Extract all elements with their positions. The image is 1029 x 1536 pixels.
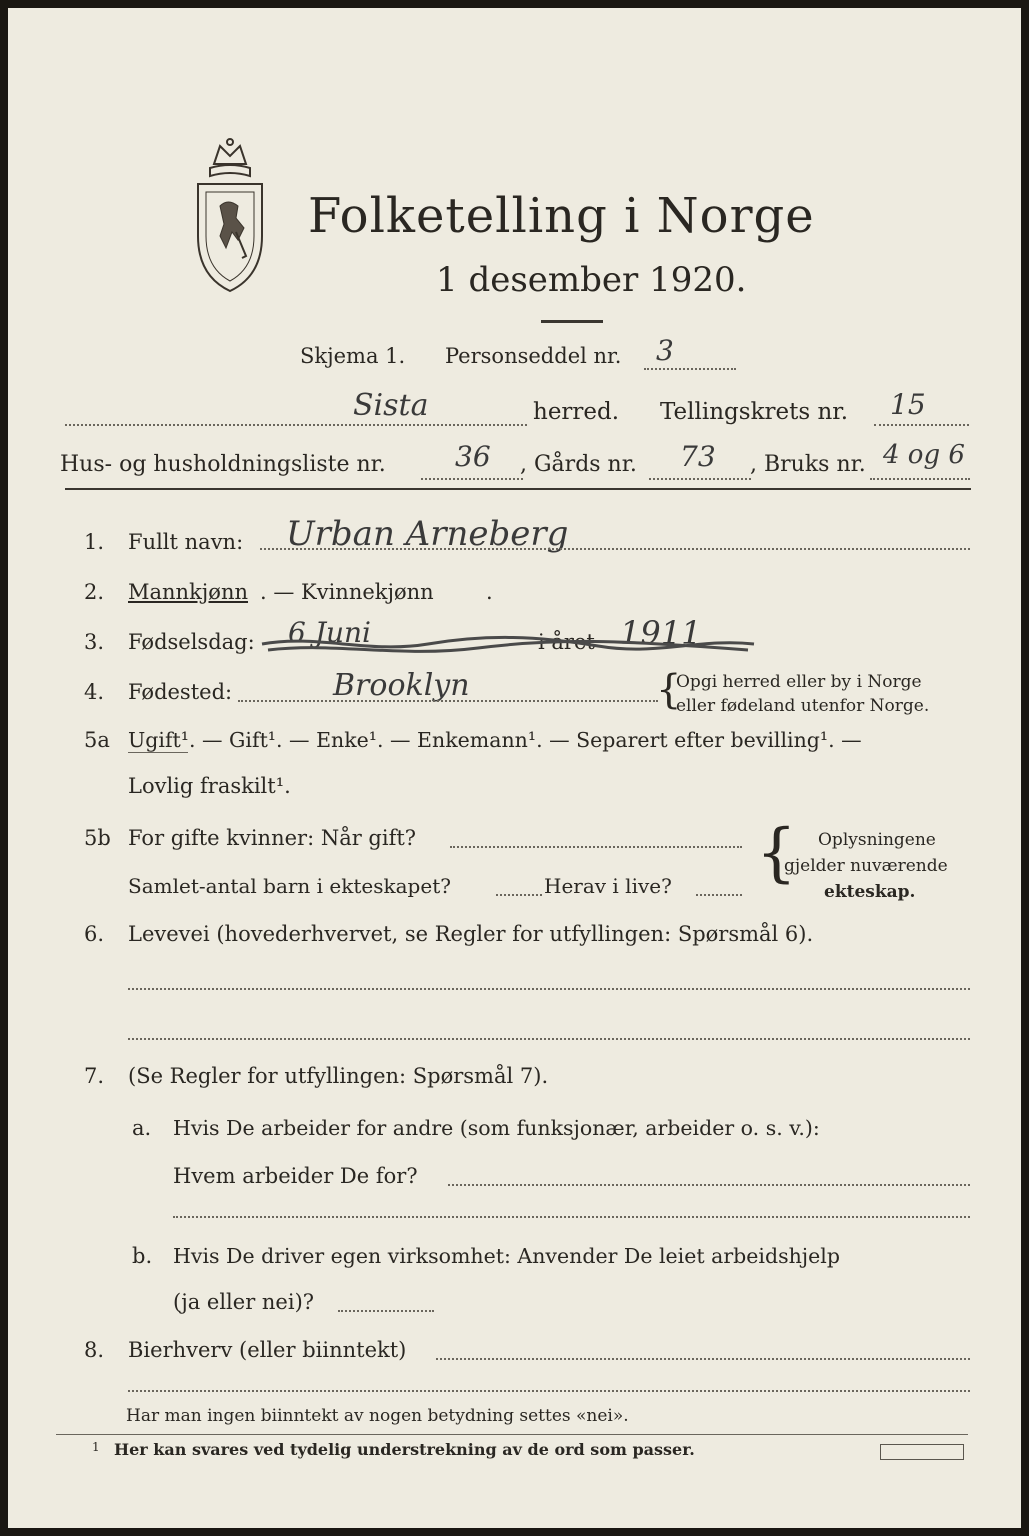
herred-label: herred. <box>533 399 620 425</box>
birthplace-value[interactable]: Brooklyn <box>333 668 470 703</box>
q4-note-line2: eller fødeland utenfor Norge. <box>676 696 930 716</box>
q5b-number: 5b <box>84 826 111 850</box>
q2-number: 2. <box>84 580 105 604</box>
q7b-number: b. <box>132 1244 153 1268</box>
form-date: 1 desember 1920. <box>436 260 747 300</box>
q5b-note-brace: { <box>756 816 797 890</box>
herred-value[interactable]: Sista <box>353 388 429 423</box>
q4-number: 4. <box>84 680 105 704</box>
marital-status-options[interactable]: Ugift¹. — Gift¹. — Enke¹. — Enkemann¹. — Separert efter bevilling¹. — <box>128 728 862 752</box>
q3-number: 3. <box>84 630 105 654</box>
q5a-number: 5a <box>84 728 110 752</box>
hired-help-line <box>338 1310 434 1312</box>
footnote-mark: 1 <box>92 1440 100 1454</box>
full-name-value[interactable]: Urban Arneberg <box>286 514 569 554</box>
side-income-line <box>436 1358 970 1360</box>
q4-note-brace: { <box>656 667 682 713</box>
gards-label: , Gårds nr. <box>520 452 637 477</box>
q5b-note-line3: ekteskap. <box>824 882 916 902</box>
q6-number: 6. <box>84 922 105 946</box>
footer-divider <box>56 1434 968 1435</box>
q6-label: Levevei (hovederhvervet, se Regler for utfyllingen: Spørsmål 6). <box>128 922 814 946</box>
marital-status-divorced[interactable]: Lovlig fraskilt¹. <box>128 774 291 798</box>
tellingskrets-value[interactable]: 15 <box>890 388 926 421</box>
q5b-note-line2: gjelder nuværende <box>784 856 948 876</box>
q7b-line1: Hvis De driver egen virksomhet: Anvender De leiet arbeidshjelp <box>173 1244 840 1268</box>
ugift-underline <box>128 752 188 753</box>
gards-line <box>649 478 751 480</box>
q1-label: Fullt navn: <box>128 530 244 554</box>
q7-label: (Se Regler for utfyllingen: Spørsmål 7). <box>128 1064 549 1088</box>
married-when-line <box>450 846 742 848</box>
q5b-children: Samlet-antal barn i ekteskapet? <box>128 874 451 898</box>
q8-number: 8. <box>84 1338 105 1362</box>
hus-value[interactable]: 36 <box>455 440 491 473</box>
personseddel-label: Personseddel nr. <box>445 344 622 368</box>
q7a-number: a. <box>132 1116 152 1140</box>
occupation-line-1 <box>128 988 970 990</box>
q5b-alive: Herav i live? <box>544 874 672 898</box>
children-line <box>496 894 542 896</box>
herred-line <box>65 424 527 426</box>
q3-label: Fødselsdag: <box>128 630 255 654</box>
census-form-page <box>8 8 1021 1528</box>
birthplace-line <box>238 700 658 702</box>
personseddel-value[interactable]: 3 <box>656 334 674 367</box>
bruks-line <box>870 478 970 480</box>
hus-line <box>421 478 523 480</box>
strikethrough-scribble-icon <box>258 630 758 660</box>
employer-line <box>448 1184 970 1186</box>
norwegian-coat-of-arms-icon <box>186 136 274 296</box>
printer-stamp <box>880 1444 964 1460</box>
q4-note-line1: Opgi herred eller by i Norge <box>676 672 922 692</box>
tellingskrets-line <box>874 424 969 426</box>
gender-female-option[interactable]: . — Kvinnekjønn <box>260 580 434 604</box>
birth-year-value[interactable]: 1911 <box>620 614 702 652</box>
bruks-value[interactable]: 4 og 6 <box>883 440 965 470</box>
q1-number: 1. <box>84 530 105 554</box>
employer-line-2 <box>173 1216 970 1218</box>
footer-note: Har man ingen biinntekt av nogen betydning settes «nei». <box>126 1406 629 1426</box>
footnote-text: Her kan svares ved tydelig understrekning av de ord som passer. <box>114 1440 695 1459</box>
q7a-line2: Hvem arbeider De for? <box>173 1164 418 1188</box>
bruks-label: , Bruks nr. <box>750 452 866 477</box>
full-name-line <box>260 548 970 550</box>
gards-value[interactable]: 73 <box>680 440 716 473</box>
side-income-line-2 <box>128 1390 970 1392</box>
q5b-married-when: For gifte kvinner: Når gift? <box>128 826 417 850</box>
title-divider <box>541 320 603 323</box>
hus-label: Hus- og husholdningsliste nr. <box>60 452 386 477</box>
q5b-note-line1: Oplysningene <box>818 830 936 850</box>
birthday-value[interactable]: 6 Juni <box>288 616 371 649</box>
personseddel-line <box>644 368 736 370</box>
header-divider <box>65 488 971 490</box>
tellingskrets-label: Tellingskrets nr. <box>660 399 849 425</box>
q7a-line1: Hvis De arbeider for andre (som funksjonær, arbeider o. s. v.): <box>173 1116 820 1140</box>
q8-label: Bierhverv (eller biinntekt) <box>128 1338 407 1362</box>
occupation-line-2 <box>128 1038 970 1040</box>
q7-number: 7. <box>84 1064 105 1088</box>
form-title: Folketelling i Norge <box>308 188 815 244</box>
alive-line <box>696 894 742 896</box>
gender-end: . <box>486 580 493 604</box>
skjema-label: Skjema 1. <box>300 344 406 368</box>
gender-male-option[interactable]: Mannkjønn <box>128 580 249 604</box>
year-label: i året <box>538 630 595 654</box>
q4-label: Fødested: <box>128 680 233 704</box>
q7b-line2: (ja eller nei)? <box>173 1290 315 1314</box>
